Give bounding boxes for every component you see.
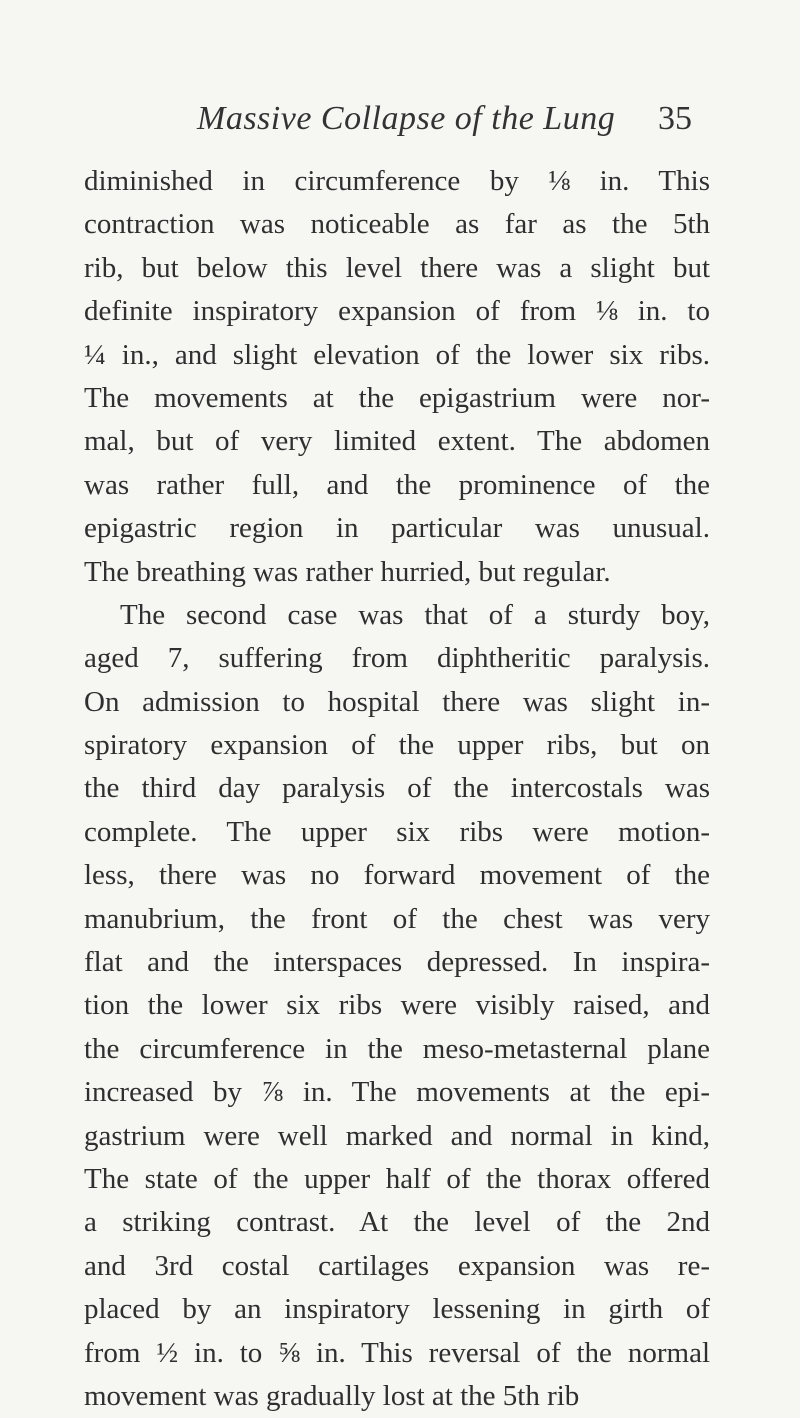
- text-line: flat and the interspaces depressed. In inspira-: [84, 946, 710, 979]
- text-line: increased by ⅞ in. The movements at the epi-: [84, 1076, 710, 1109]
- text-line: placed by an inspiratory lessening in girth of: [84, 1293, 710, 1326]
- text-line: the third day paralysis of the intercostals was: [84, 772, 710, 805]
- text-line: a striking contrast. At the level of the 2nd: [84, 1206, 710, 1239]
- text-line: mal, but of very limited extent. The abdomen: [84, 425, 710, 458]
- text-line: gastrium were well marked and normal in kind,: [84, 1119, 710, 1152]
- text-line: movement was gradually lost at the 5th rib: [84, 1379, 580, 1412]
- text-line: contraction was noticeable as far as the 5th: [84, 208, 710, 241]
- text-line: ¼ in., and slight elevation of the lower six ribs.: [84, 338, 710, 371]
- text-line: diminished in circumference by ⅛ in. This: [84, 165, 710, 197]
- running-head: [0, 100, 800, 148]
- body-text: [84, 160, 710, 1418]
- text-line: manubrium, the front of the chest was very: [84, 902, 710, 935]
- paragraph-start-line: The second case was that of a sturdy boy,: [120, 598, 710, 631]
- paragraph-end-line: The breathing was rather hurried, but regular.: [84, 555, 611, 588]
- text-line: definite inspiratory expansion of from ⅛ in. to: [84, 295, 710, 328]
- text-line: complete. The upper six ribs were motion-: [84, 815, 710, 848]
- text-line: rib, but below this level there was a slight but: [84, 251, 710, 284]
- text-line: aged 7, suffering from diphtheritic paralysis.: [84, 642, 710, 675]
- text-line: less, there was no forward movement of the: [84, 859, 710, 892]
- text-line: On admission to hospital there was slight in-: [84, 685, 710, 718]
- running-title: Massive Collapse of the Lung: [197, 100, 616, 137]
- text-line: The movements at the epigastrium were nor-: [84, 381, 710, 414]
- text-line: was rather full, and the prominence of the: [84, 468, 710, 501]
- page-number: 35: [658, 100, 692, 137]
- text-line: spiratory expansion of the upper ribs, but on: [84, 729, 710, 762]
- text-line: tion the lower six ribs were visibly raised, and: [84, 989, 710, 1022]
- text-line: and 3rd costal cartilages expansion was re-: [84, 1249, 710, 1282]
- text-line: The state of the upper half of the thorax offered: [84, 1162, 710, 1195]
- text-line: epigastric region in particular was unusual.: [84, 512, 710, 545]
- text-line: the circumference in the meso-metasternal plane: [84, 1032, 710, 1065]
- text-line: from ½ in. to ⅝ in. This reversal of the normal: [84, 1336, 710, 1369]
